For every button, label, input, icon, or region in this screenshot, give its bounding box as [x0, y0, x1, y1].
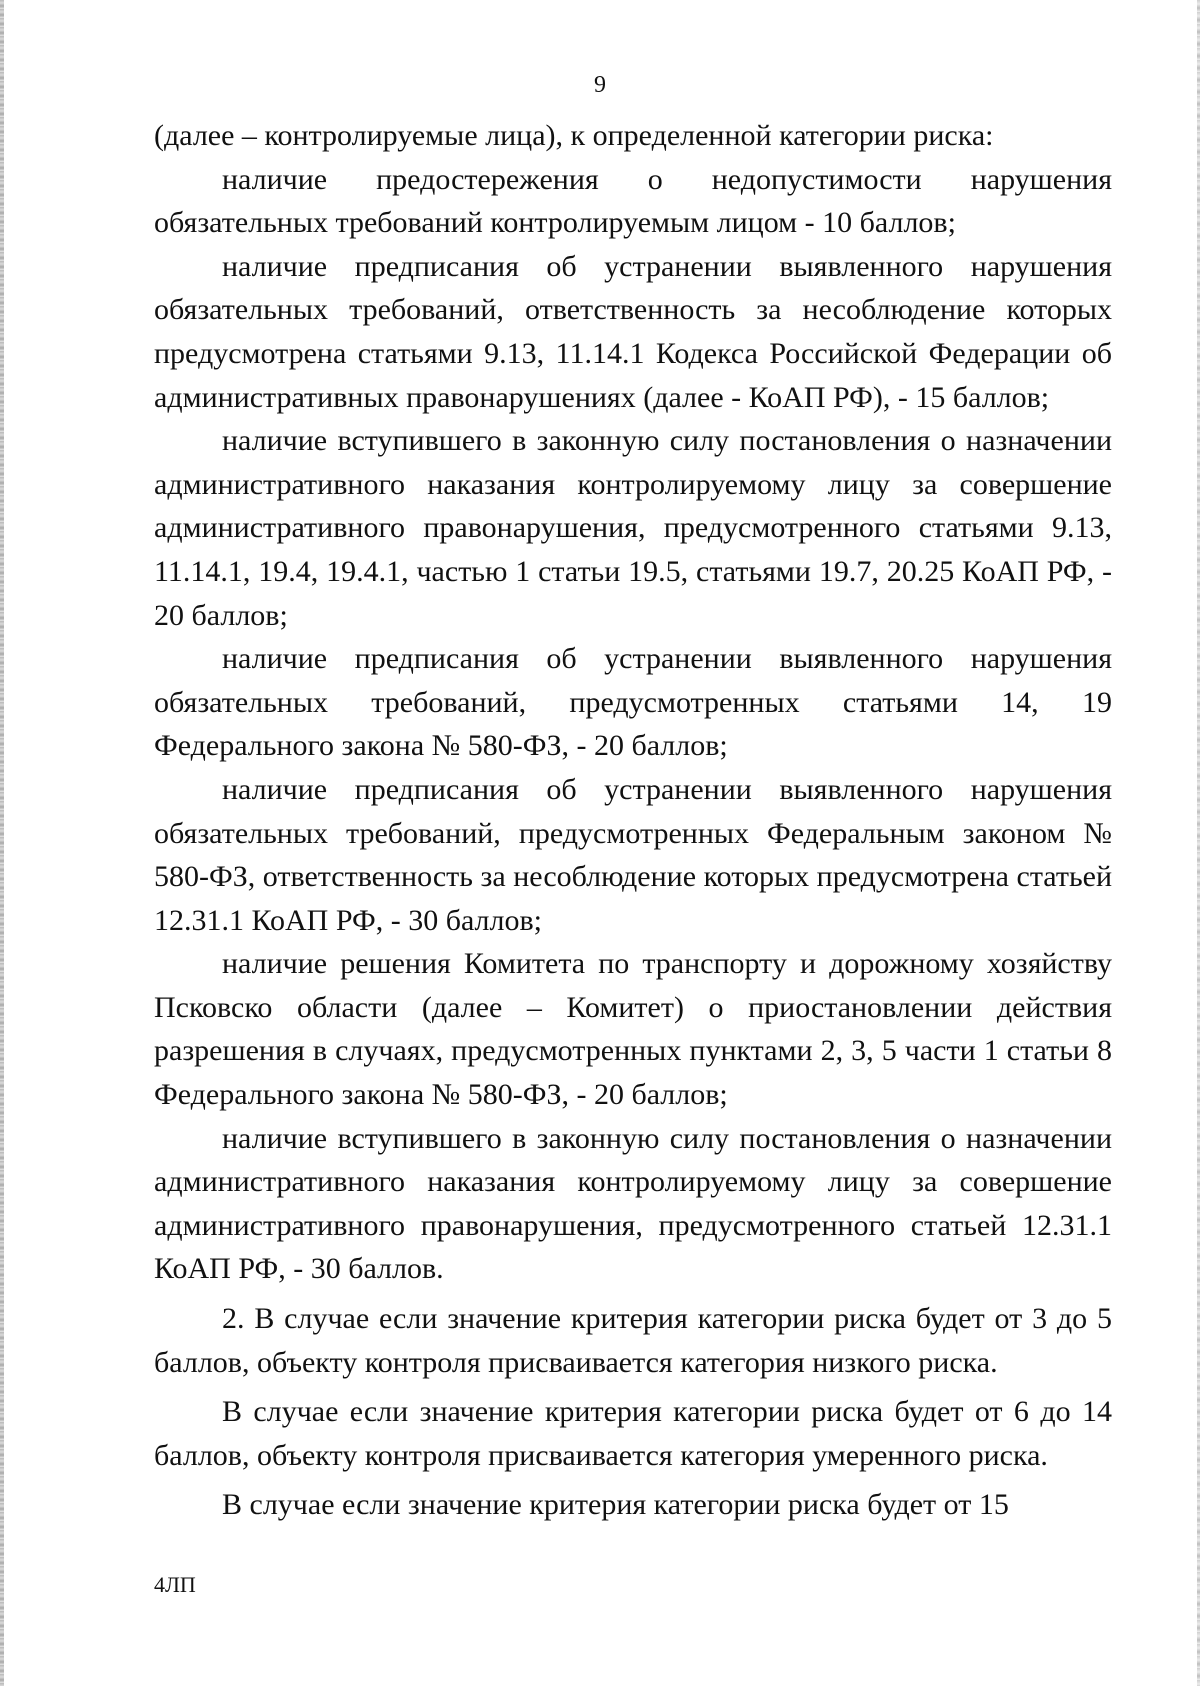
paragraph-order-criterion-580fz: наличие предписания об устранении выявленного нарушения обязательных требований, предусмотренных статьями 14, 19 Федерального закона № 580-ФЗ, - 20 баллов;	[154, 642, 1112, 763]
paragraph-order-criterion-15: наличие предписания об устранении выявленного нарушения обязательных требований, ответственность за несоблюдение которых предусмотрена статьями 9.13, 11.14.1 Кодекса Российской Федерации об административных правонарушениях (далее - КоАП РФ), - 15 баллов;	[154, 249, 1112, 414]
paragraph-low-risk: 2. В случае если значение критерия категории риска будет от 3 до 5 баллов, объекту контроля присваивается категория низкого риска.	[154, 1302, 1112, 1379]
paragraph-committee-decision: наличие решения Комитета по транспорту и дорожному хозяйству Псковско области (далее – Комитет) о приостановлении действия разрешения в случаях, предусмотренных пунктами 2, 3, 5 части 1 статьи 8 Федерального закона № 580-ФЗ, - 20 баллов;	[154, 947, 1112, 1112]
paragraph-penalty-criterion-30: наличие вступившего в законную силу постановления о назначении административного наказания контролируемому лицу за совершение административного правонарушения, предусмотренного статьей 12.31.1 КоАП РФ, - 30 баллов.	[154, 1121, 1112, 1286]
paragraph-penalty-criterion-20: наличие вступившего в законную силу постановления о назначении административного наказания контролируемому лицу за совершение административного правонарушения, предусмотренного статьями 9.13, 11.14.1, 19.4, 19.4.1, частью 1 статьи 19.5, статьями 19.7, 20.25 КоАП РФ, - 20 баллов;	[154, 424, 1112, 632]
scan-edge-left	[0, 0, 4, 1686]
paragraph-high-risk-start: В случае если значение критерия категории риска будет от 15	[222, 1488, 1009, 1522]
page-number: 9	[594, 72, 606, 98]
document-body	[154, 114, 1112, 1527]
paragraph-order-criterion-30: наличие предписания об устранении выявленного нарушения обязательных требований, предусмотренных Федеральным законом № 580-ФЗ, ответственность за несоблюдение которых предусмотрена статьей 12.31.1 КоАП РФ, - 30 баллов;	[154, 772, 1112, 937]
footer-code: 4ЛП	[154, 1572, 196, 1597]
paragraph-continuation: (далее – контролируемые лица), к определенной категории риска:	[154, 119, 994, 152]
paragraph-warning-criterion: наличие предостережения о недопустимости нарушения обязательных требований контролируемым лицом - 10 баллов;	[154, 162, 1112, 240]
paragraph-moderate-risk: В случае если значение критерия категории риска будет от 6 до 14 баллов, объекту контроля присваивается категория умеренного риска.	[154, 1395, 1112, 1472]
